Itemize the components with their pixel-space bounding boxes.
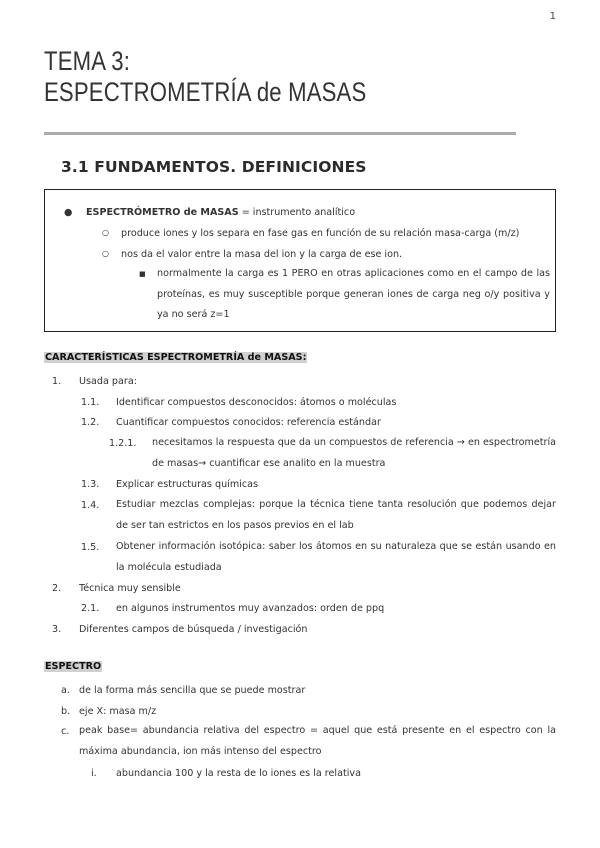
list-marker: 1.4. (81, 500, 100, 511)
list-item: eje X: masa m/z (79, 706, 157, 717)
list-item: Explicar estructuras químicas (116, 479, 258, 490)
list-item: necesitamos la respuesta que da un compuestos de referencia → en espectrometría de masas→ cuantificar ese analito en la muestra (152, 437, 557, 469)
definition-sub-2: nos da el valor entre la masa del ion y la carga de ese ion. (121, 249, 403, 260)
definition-note: normalmente la carga es 1 PERO en otras aplicaciones como en el campo de las proteínas, es muy susceptible porque generan iones de carga neg o/y positiva y ya no será z=1 (157, 268, 550, 320)
list-marker: c. (61, 726, 70, 737)
definition-term-line (86, 206, 355, 219)
characteristics-heading: CARACTERÍSTICAS ESPECTROMETRÍA de MASAS: (45, 352, 307, 363)
list-item: de la forma más sencilla que se puede mostrar (79, 685, 306, 696)
title-line-1: TEMA 3: (44, 46, 131, 76)
list-item: Estudiar mezclas complejas: porque la técnica tiene tanta resolución que podemos dejar de ser tan estrictos en los pasos previos en el lab (116, 499, 556, 531)
list-item: abundancia 100 y la resta de lo iones es la relativa (116, 768, 361, 779)
list-marker: a. (61, 685, 70, 696)
list-marker: 1.3. (81, 479, 100, 490)
definition-term: ESPECTRÓMETRO de MASAS (86, 207, 239, 218)
bullet-circle: ○ (102, 249, 109, 258)
bullet-square: ■ (139, 270, 146, 278)
definition-sub-1: produce iones y los separa en fase gas en función de su relación masa-carga (m/z) (121, 228, 520, 239)
list-marker: 3. (52, 624, 62, 635)
list-marker: i. (91, 768, 97, 779)
list-marker: 1.5. (81, 542, 100, 553)
section-heading: 3.1 FUNDAMENTOS. DEFINICIONES (61, 158, 367, 176)
list-item: peak base= abundancia relativa del espectro = aquel que está presente en el espectro con la máxima abundancia, ion más intenso del espectro (79, 725, 556, 757)
page-title (44, 46, 366, 108)
list-item: Técnica muy sensible (79, 583, 181, 594)
list-marker: 1.1. (81, 397, 100, 408)
bullet-circle: ○ (102, 228, 109, 237)
list-marker: 1. (52, 376, 62, 387)
list-item: Cuantificar compuestos conocidos: referencia estándar (116, 417, 381, 428)
list-item: Obtener información isotópica: saber los átomos en su naturaleza que se están usando en la molécula estudiada (116, 541, 556, 573)
list-marker: 1.2. (81, 417, 100, 428)
definition-term-rest: = instrumento analítico (238, 207, 356, 218)
list-item: Diferentes campos de búsqueda / investigación (79, 624, 308, 635)
list-marker: b. (61, 706, 71, 717)
list-item: en algunos instrumentos muy avanzados: orden de ppq (116, 603, 385, 614)
title-line-2: ESPECTROMETRÍA de MASAS (44, 77, 367, 107)
list-item: Usada para: (79, 376, 137, 387)
list-marker: 2.1. (81, 603, 100, 614)
list-marker: 2. (52, 583, 62, 594)
page-number: 1 (549, 11, 556, 22)
list-marker: 1.2.1. (109, 438, 137, 449)
spectrum-heading: ESPECTRO (45, 661, 102, 672)
list-item: Identificar compuestos desconocidos: átomos o moléculas (116, 397, 397, 408)
bullet-disc: ● (64, 207, 73, 218)
title-divider (44, 132, 516, 135)
